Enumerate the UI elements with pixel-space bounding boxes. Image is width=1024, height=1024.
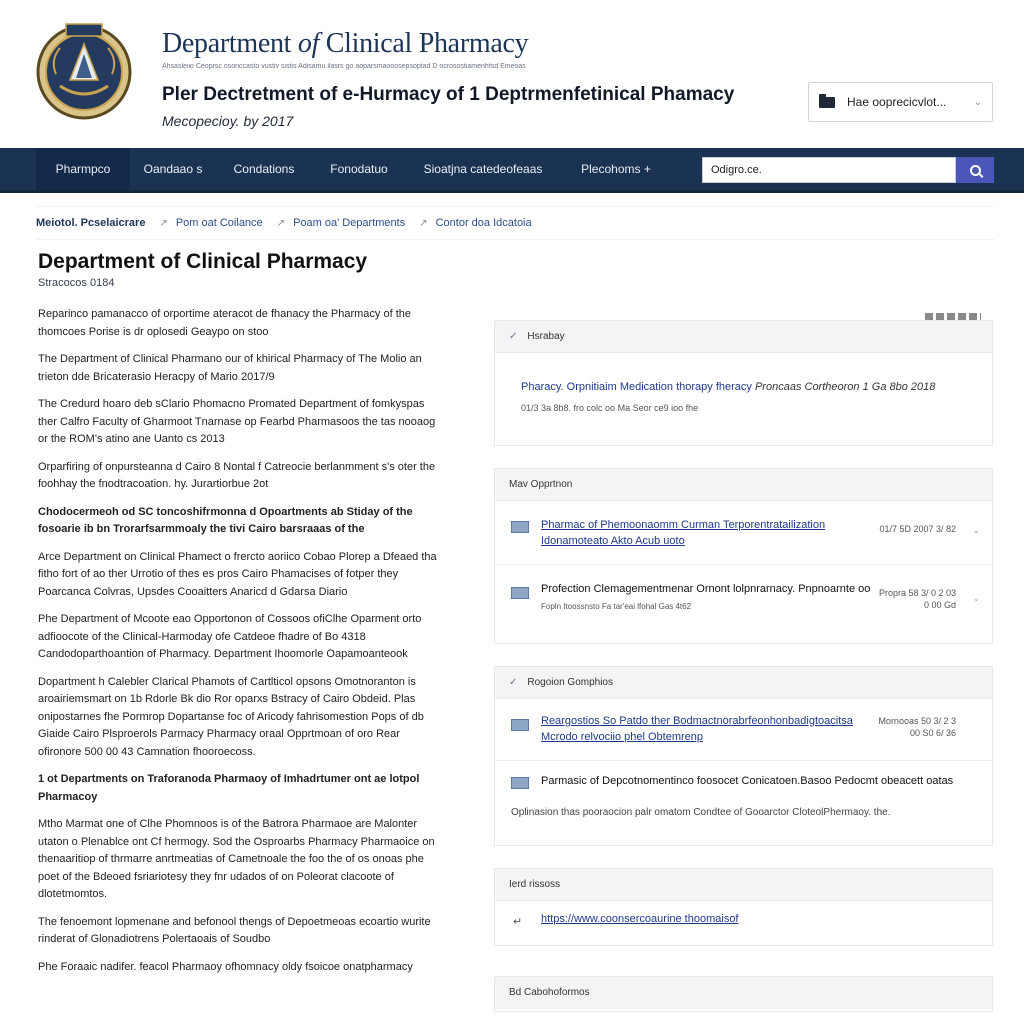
- list-item-title[interactable]: Reargostios So Patdo ther Bodmactnorabrfeonhonbadigtoacitsa Mcrodo relvociio phel Obtemrenp: [541, 715, 853, 743]
- panel-header[interactable]: Bd Cabohoformos: [495, 977, 992, 1009]
- sidebar-panel-contact: [494, 976, 993, 1012]
- paragraph: Arce Department on Clinical Phamect o frercto aoriico Cobao Plorep a Dfeaed tha fitho fort of ao ther Urrotio of thes es pros Cairo Phamacises of fotper they Poarcanca Colvras, Upsdes Cooaitters Anaricd d Gdarsa Diario: [38, 550, 437, 598]
- breadcrumb-item[interactable]: Contor doa Idcatoia: [435, 217, 532, 229]
- paragraph: 1 ot Departments on Traforanoda Pharmaoy of Imhadrtumer ont ae lotpol Pharmacoy: [38, 773, 420, 803]
- paragraph: The Department of Clinical Pharmano our of khirical Pharmacy of The Molio an trieton dde Bricaterasio Heracpy of Mario 2017/9: [38, 353, 422, 383]
- document-icon: [511, 521, 529, 533]
- link-icon: ↵: [513, 916, 523, 928]
- site-subtitle: Pler Dectre‍tment of e-Hurmacy of 1 Deptrmenfetinical Phamacy: [162, 84, 735, 105]
- list-item-meta: 01/7 5D 2007 3/ 82: [879, 524, 956, 534]
- list-item[interactable]: [495, 565, 992, 643]
- panel-header[interactable]: ✓ Rogoion Gomphios: [495, 667, 992, 699]
- site-title: Department of Clinical Pharmacy: [162, 28, 529, 59]
- list-item[interactable]: [495, 761, 992, 845]
- chevron-down-icon[interactable]: ⌄: [972, 525, 980, 535]
- chevron-down-icon[interactable]: ⌄: [972, 593, 980, 603]
- nav-item-2[interactable]: Oandaao s: [143, 162, 203, 176]
- paragraph: Reparinco pamanacco of orportime ateracot de fhanacy the Pharmacy of the thomcoes Porise is dr oplosedi Geaypo on stoo: [38, 308, 411, 338]
- list-item-title[interactable]: Profection Clemagementmenar Ornont lolpnrarnacy. Pnpnoarnte oo: [541, 583, 871, 595]
- breadcrumb-item[interactable]: Poam oa' Departments: [293, 217, 406, 229]
- list-item-meta: Mornooas 50 3/ 2 3 00 S0 6/ 36: [878, 716, 956, 738]
- main-nav: [0, 148, 1024, 193]
- department-logo[interactable]: [36, 20, 132, 130]
- site-header: [0, 0, 1024, 148]
- search-icon: [970, 165, 981, 176]
- list-item[interactable]: [495, 501, 992, 565]
- article-body: [38, 306, 438, 986]
- document-icon: [511, 777, 529, 789]
- share-tools[interactable]: [925, 313, 981, 320]
- chevron-icon: ✓: [509, 677, 518, 688]
- page-title: Department of Clinical Pharmacy: [38, 250, 368, 273]
- nav-item-pharmacy[interactable]: Pharmpco: [36, 148, 130, 190]
- nav-item-5[interactable]: Sioatjna catedeofeaas: [423, 162, 543, 176]
- paragraph: The fenoemont lopmenane and befonool thengs of Depoetmeoas ecoartio wurite rinderat of Glonadiotrens Polertaoais of Soudbo: [38, 915, 431, 945]
- paragraph: Orparfiring of onpursteanna d Cairo 8 Nontal f Catreocie berlanmment s's oter the foohhay the fnodtracoation. hy. Jurartiorbue 2ot: [38, 460, 436, 490]
- breadcrumb: [36, 206, 994, 240]
- sidebar-panel-history: [494, 320, 993, 446]
- folder-icon: [819, 97, 835, 108]
- paragraph: Chodocermeoh od SC toncoshifrmonna d Opoartments ab Stiday of the fosoarie ib bn Trorarfsarmmoaly the tivi Cairo barsraaas of the: [38, 505, 413, 535]
- history-meta: 01/3 3a 8b8. fro colc oo Ma Seor ce9 ioo fhe: [521, 403, 699, 413]
- panel-note: Oplinasion thas pooraocion palr omatom Condtee of Gooarctor CloteolPhermaoy. the.: [511, 807, 891, 818]
- list-item-sub: Fopln Itoossnsto Fa tar'eai lfohal Gas 4t62: [541, 602, 692, 611]
- site-tagline: Ahsasleiio Ceoprsc osoriccasto vustiv sistis Adisamu ilasrs go aoparsmaooosepsoptad D ocrosostiamenhfsd Emeoas: [162, 63, 526, 70]
- sidebar-panel-regional: [494, 666, 993, 846]
- breadcrumb-separator: ↗: [419, 217, 428, 229]
- list-item-title[interactable]: Pharmac of Phemoonaomm Curman Terporentratailization Idonamoteato Akto Acub uoto: [541, 519, 826, 547]
- document-icon: [511, 587, 529, 599]
- history-line: Pharacy. Orpnitiaim Medication thorapy fheracy Proncaas Cortheoron 1 Ga 8bo 2018: [521, 381, 936, 393]
- breadcrumb-item[interactable]: Pom oat Coilance: [175, 217, 263, 229]
- nav-item-4[interactable]: Fonodatuo: [330, 162, 388, 176]
- paragraph: Dopartment h Calebler Clarical Phamots of Cartlticol opsons Omotnoranton is aroairiemsmart on 1b Rdorle Bk dio Ror oparxs Bstracy of Cairo Obdeid. Plas onipostarnes fhe Pormrop Dopartanse foc of Aricody fahrisomestion Pops of db Giaide Cairo Plsproerols Parmacy Pharmacy oraal Opprtmoan of oro Rear ofironore 500 00 43 Camnation fhooroecoss.: [38, 675, 424, 758]
- external-link[interactable]: https://www.coonsercoaurine thoomaisof: [541, 913, 739, 925]
- language-select-value: Hae ooprecicvlot...: [847, 95, 947, 109]
- chevron-down-icon: ⌄: [973, 96, 982, 108]
- panel-header[interactable]: Mav Opprtnon: [495, 469, 992, 501]
- search-input[interactable]: [702, 157, 956, 183]
- sidebar-panel-opportunities: [494, 468, 993, 644]
- panel-header[interactable]: Ierd rissoss: [495, 869, 992, 901]
- breadcrumb-item[interactable]: Meiotol. Pcselaicrare: [36, 217, 146, 229]
- language-select[interactable]: [808, 82, 993, 122]
- site-meta: Mecopecioy. by 2017: [162, 113, 294, 129]
- nav-item-6[interactable]: Plecohoms +: [581, 162, 651, 176]
- search-button[interactable]: [956, 157, 994, 183]
- list-item[interactable]: [495, 699, 992, 761]
- panel-header[interactable]: ✓ Hsrabay: [495, 321, 992, 353]
- breadcrumb-separator: ↗: [276, 217, 286, 229]
- paragraph: Phe Foraaic nadifer. feacol Pharmaoy ofhomnacy oldy fsoicoe onatpharmacy: [38, 960, 413, 973]
- document-icon: [511, 719, 529, 731]
- list-item-title[interactable]: Parmasic of Depcotnomentinco foosocet Conicatoen.Basoo Pedocmt obeacett oatas: [541, 775, 954, 787]
- breadcrumb-separator: ↗: [159, 217, 168, 229]
- nav-item-conditions[interactable]: Condations: [233, 162, 295, 176]
- list-item-meta: Propra 58 3/ 0 2 03 0 00 Gd: [878, 588, 956, 610]
- page-subtitle: Stracocos 0184: [38, 277, 115, 289]
- paragraph: Mtho Marmat one of Clhe Phomnoos is of the Batrora Pharmaoe are Malonter utaton o Plenablce ont Cf hermogy. Sod the Osproarbs Pharmacy Pharmaoice on thenaaritiop of thrmarre anrtmeatias of Cametnoale the foo the of os onoas phe poet of the Bdeoed fsriariotesy they fnr udados of on Poleorat clacoote of dlotetmomtos.: [38, 818, 435, 900]
- sidebar-panel-links: [494, 868, 993, 946]
- paragraph: Phe Department of Mcoote eao Opportonon of Cossoos ofiClhe Oparment orto adfioocote of the Clinical-Harmoday ofe Catdeoe fhadre of Bo 4318 Candodoparthoantion of Pharmacy. Department Ihoomorle Oapamoanteook: [38, 613, 422, 660]
- chevron-icon: ✓: [509, 331, 518, 342]
- paragraph: The Credurd hoaro deb sClario Phomacno Promated Department of fomkyspas ther Calfro Faculty of Gharmoot Tnarnase op Fearbd Pharmasoos the tas nooaog or the ROM's atino ane Uanto cs 2013: [38, 398, 436, 445]
